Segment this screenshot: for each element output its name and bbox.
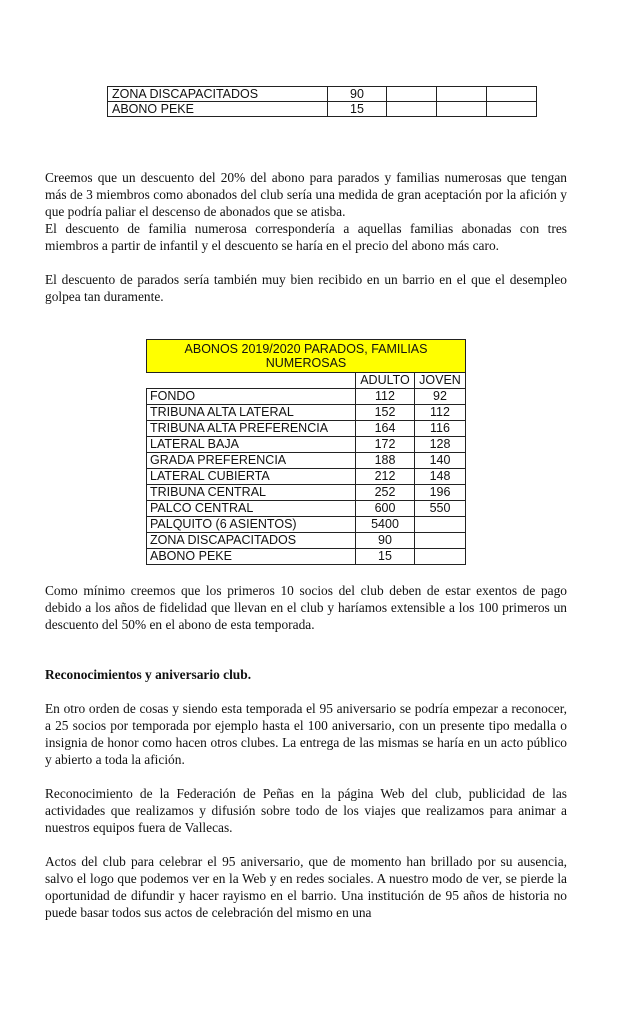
table-row: [147, 405, 466, 421]
price-cell: 90: [328, 87, 387, 102]
zone-name-cell: ZONA DISCAPACITADOS: [147, 533, 356, 549]
header-joven: JOVEN: [415, 373, 466, 389]
joven-price-cell: 116: [415, 421, 466, 437]
zone-name-cell: FONDO: [147, 389, 356, 405]
paragraph-federation-recognition: Reconocimiento de la Federación de Peñas en la página Web del club, publicidad de las actividades que realizamos y difusión sobre todo de los viajes que realizamos para animar a nuestros equipos fuera de Vallecas.: [45, 786, 567, 835]
zone-name-cell: PALQUITO (6 ASIENTOS): [147, 517, 356, 533]
zone-name-cell: LATERAL BAJA: [147, 437, 356, 453]
header-adulto: ADULTO: [356, 373, 415, 389]
paragraph-large-family: El descuento de familia numerosa correspondería a aquellas familias abonadas con tres miembros a partir de infantil y el descuento se haría en el precio del abono más caro.: [45, 221, 567, 253]
price-cell: 15: [328, 102, 387, 117]
table-row: [147, 501, 466, 517]
header-empty-cell: [147, 373, 356, 389]
adulto-price-cell: 112: [356, 389, 415, 405]
adulto-price-cell: 252: [356, 485, 415, 501]
adulto-price-cell: 90: [356, 533, 415, 549]
table-row: [147, 437, 466, 453]
empty-cell: [387, 102, 437, 117]
table-row: [147, 389, 466, 405]
table-row: [147, 533, 466, 549]
adulto-price-cell: 600: [356, 501, 415, 517]
table-header-row: [147, 373, 466, 389]
adulto-price-cell: 188: [356, 453, 415, 469]
paragraph-anniversary-events: Actos del club para celebrar el 95 aniversario, que de momento han brillado por su ausencia, salvo el logo que podemos ver en la Web y en redes sociales. A nuestro modo de ver, se pierde la oportunidad de difundir y hacer rayismo en el barrio. Una institución de 95 años de historia no puede basar todos sus actos de celebración del mismo en una: [45, 854, 567, 920]
joven-price-cell: 112: [415, 405, 466, 421]
empty-cell: [487, 102, 537, 117]
zone-name-cell: TRIBUNA CENTRAL: [147, 485, 356, 501]
empty-cell: [487, 87, 537, 102]
joven-price-cell: [415, 549, 466, 565]
joven-price-cell: [415, 517, 466, 533]
table-title: ABONOS 2019/2020 PARADOS, FAMILIAS NUMEROSAS: [147, 340, 466, 373]
adulto-price-cell: 212: [356, 469, 415, 485]
zone-name-cell: ZONA DISCAPACITADOS: [108, 87, 328, 102]
table-row: [147, 453, 466, 469]
section-heading: Reconocimientos y aniversario club.: [45, 667, 252, 682]
empty-cell: [387, 87, 437, 102]
table-row: [108, 87, 537, 102]
zone-name-cell: TRIBUNA ALTA PREFERENCIA: [147, 421, 356, 437]
adulto-price-cell: 5400: [356, 517, 415, 533]
empty-cell: [437, 87, 487, 102]
paragraph-founding-members: Como mínimo creemos que los primeros 10 socios del club deben de estar exentos de pago debido a los años de fidelidad que llevan en el club y haríamos extensible a los 100 primeros un descuento del 50% en el abono de esta temporada.: [45, 583, 567, 632]
joven-price-cell: [415, 533, 466, 549]
adulto-price-cell: 172: [356, 437, 415, 453]
paragraph-anniversary-recognition: En otro orden de cosas y siendo esta temporada el 95 aniversario se podría empezar a reconocer, a 25 socios por temporada por ejemplo hasta el 100 aniversario, con un presente tipo medalla o insignia de honor como hacen otros clubes. La entrega de las mismas se haría en un acto público y abierto a toda la afición.: [45, 701, 567, 767]
table-row: [147, 485, 466, 501]
adulto-price-cell: 164: [356, 421, 415, 437]
adulto-price-cell: 15: [356, 549, 415, 565]
joven-price-cell: 128: [415, 437, 466, 453]
paragraph-unemployed: El descuento de parados sería también muy bien recibido en un barrio en el que el desempleo golpea tan duramente.: [45, 272, 567, 304]
table-row: [147, 469, 466, 485]
table-row: [108, 102, 537, 117]
joven-price-cell: 92: [415, 389, 466, 405]
adulto-price-cell: 152: [356, 405, 415, 421]
joven-price-cell: 140: [415, 453, 466, 469]
table-row: [147, 421, 466, 437]
joven-price-cell: 550: [415, 501, 466, 517]
discount-fee-table: [146, 339, 466, 565]
zone-name-cell: ABONO PEKE: [147, 549, 356, 565]
zone-name-cell: GRADA PREFERENCIA: [147, 453, 356, 469]
joven-price-cell: 196: [415, 485, 466, 501]
table-row: [147, 549, 466, 565]
zone-name-cell: LATERAL CUBIERTA: [147, 469, 356, 485]
table-row: [147, 517, 466, 533]
joven-price-cell: 148: [415, 469, 466, 485]
top-fee-table: [107, 86, 537, 117]
empty-cell: [437, 102, 487, 117]
zone-name-cell: ABONO PEKE: [108, 102, 328, 117]
zone-name-cell: TRIBUNA ALTA LATERAL: [147, 405, 356, 421]
table-title-row: [147, 340, 466, 373]
paragraph-discount-proposal: Creemos que un descuento del 20% del abono para parados y familias numerosas que tengan más de 3 miembros como abonados del club sería una medida de gran aceptación por la afición y que podría paliar el descenso de abonados que se atisba.: [45, 170, 567, 219]
zone-name-cell: PALCO CENTRAL: [147, 501, 356, 517]
